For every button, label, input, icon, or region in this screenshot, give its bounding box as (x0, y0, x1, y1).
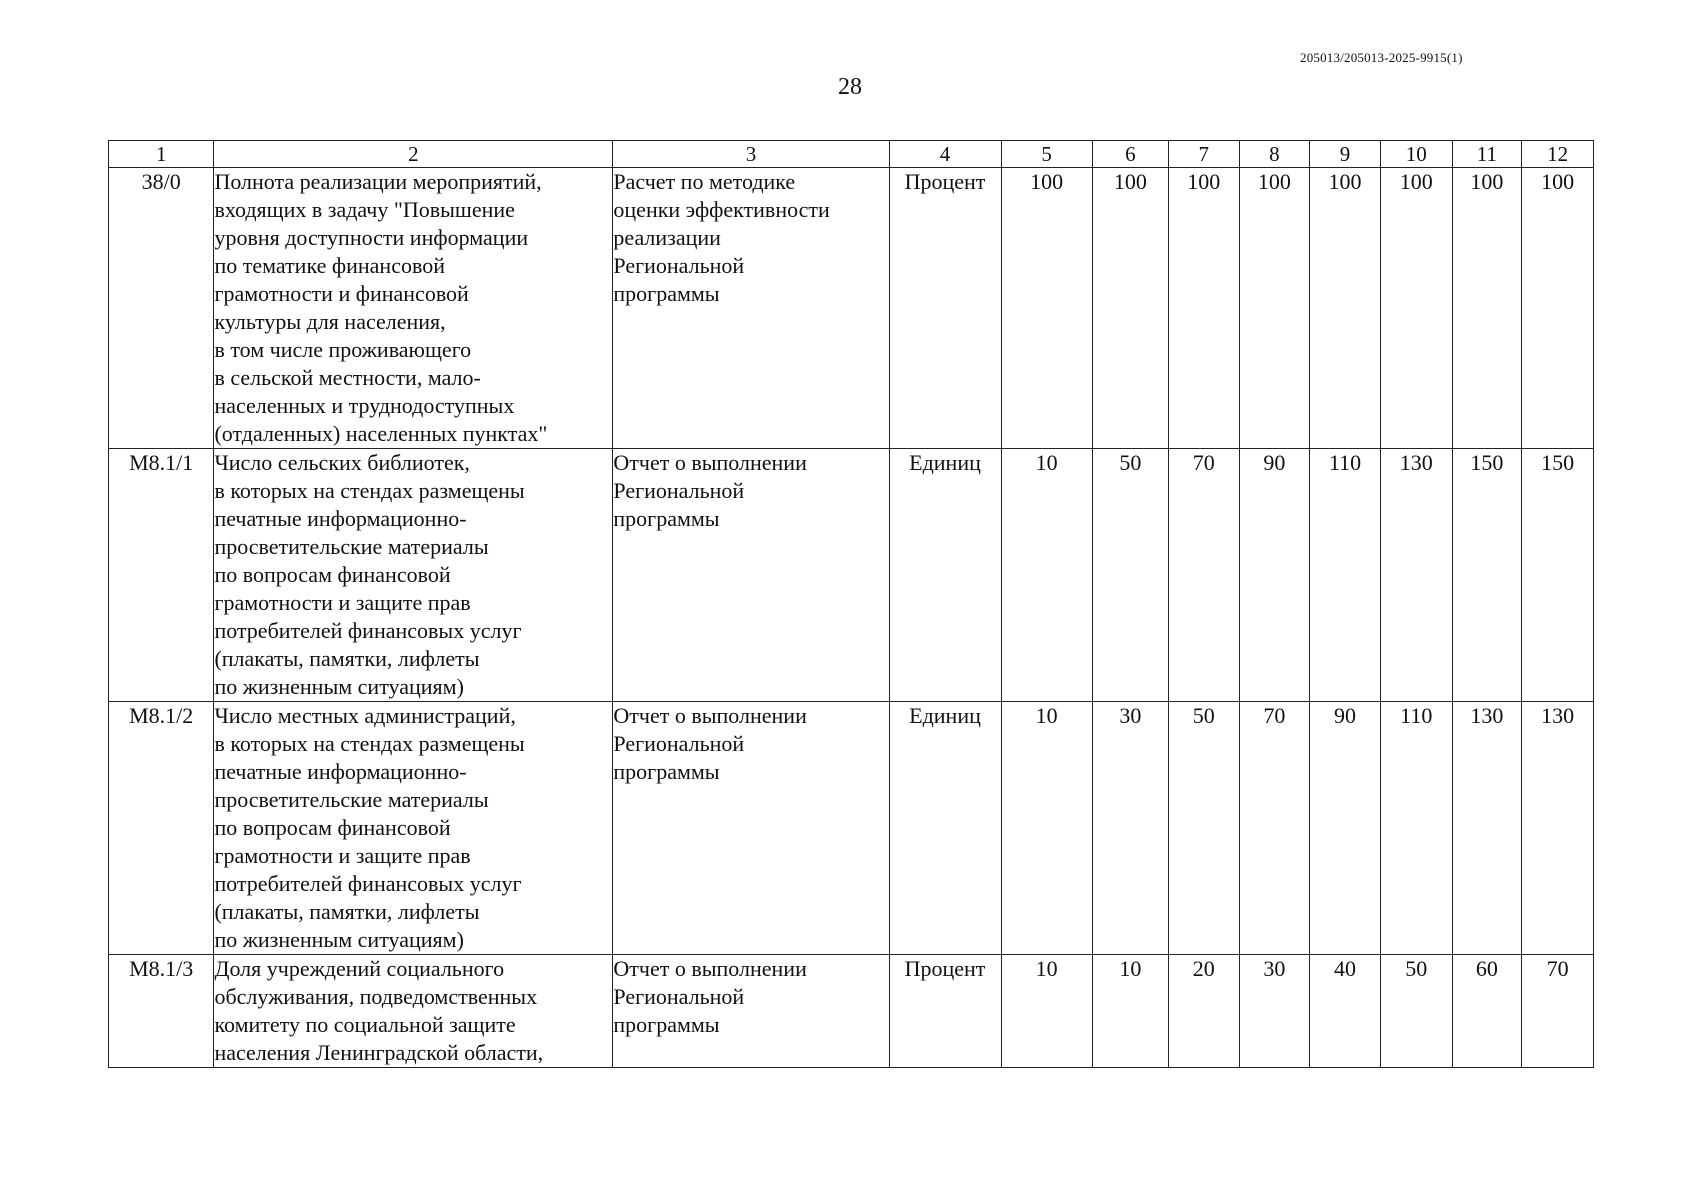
value-cell: 130 (1380, 449, 1452, 702)
value-cell: 90 (1310, 702, 1381, 955)
column-header: 11 (1452, 141, 1522, 168)
indicator-name: Доля учреждений социального обслуживания, подведомственных комитету по социальной защите населения Ленинградской области, (214, 955, 613, 1068)
column-header: 7 (1168, 141, 1239, 168)
column-header: 10 (1380, 141, 1452, 168)
value-cell: 110 (1310, 449, 1381, 702)
value-cell: 100 (1001, 168, 1092, 449)
value-cell: 20 (1168, 955, 1239, 1068)
table-row (109, 168, 1594, 449)
value-cell: 100 (1522, 168, 1594, 449)
column-header: 5 (1001, 141, 1092, 168)
table-row (109, 702, 1594, 955)
value-cell: 70 (1522, 955, 1594, 1068)
calculation-method: Отчет о выполнении Региональной программы (613, 955, 889, 1068)
value-cell: 10 (1001, 449, 1092, 702)
value-cell: 60 (1452, 955, 1522, 1068)
calculation-method: Расчет по методике оценки эффективности реализации Региональной программы (613, 168, 889, 449)
value-cell: 50 (1380, 955, 1452, 1068)
document-id: 205013/205013-2025-9915(1) (1300, 50, 1463, 65)
value-cell: 50 (1092, 449, 1168, 702)
value-cell: 50 (1168, 702, 1239, 955)
column-header: 12 (1522, 141, 1594, 168)
indicator-name: Число сельских библиотек, в которых на стендах размещены печатные информационно- просветительские материалы по вопросам финансовой грамотности и защите прав потребителей финансовых услуг (плакаты, памятки, лифлеты по жизненным ситуациям) (214, 449, 613, 702)
value-cell: 70 (1168, 449, 1239, 702)
measurement-unit: Процент (889, 168, 1001, 449)
indicator-name: Полнота реализации мероприятий, входящих в задачу "Повышение уровня доступности информации по тематике финансовой грамотности и финансовой культуры для населения, в том числе проживающего в сельской местности, мало- населенных и труднодоступных (отдаленных) населенных пунктах" (214, 168, 613, 449)
indicator-name: Число местных администраций, в которых на стендах размещены печатные информационно- просветительские материалы по вопросам финансовой грамотности и защите прав потребителей финансовых услуг (плакаты, памятки, лифлеты по жизненным ситуациям) (214, 702, 613, 955)
indicators-table (108, 140, 1594, 1068)
value-cell: 130 (1522, 702, 1594, 955)
measurement-unit: Процент (889, 955, 1001, 1068)
value-cell: 90 (1239, 449, 1310, 702)
value-cell: 100 (1452, 168, 1522, 449)
value-cell: 10 (1001, 702, 1092, 955)
calculation-method: Отчет о выполнении Региональной программы (613, 702, 889, 955)
indicator-code: М8.1/1 (109, 449, 214, 702)
column-header: 8 (1239, 141, 1310, 168)
column-header: 6 (1092, 141, 1168, 168)
value-cell: 150 (1522, 449, 1594, 702)
measurement-unit: Единиц (889, 449, 1001, 702)
page-number: 28 (838, 74, 862, 100)
column-header: 2 (214, 141, 613, 168)
indicator-code: 38/0 (109, 168, 214, 449)
indicator-code: М8.1/2 (109, 702, 214, 955)
value-cell: 30 (1092, 702, 1168, 955)
column-header: 4 (889, 141, 1001, 168)
column-header: 1 (109, 141, 214, 168)
value-cell: 100 (1310, 168, 1381, 449)
column-header: 9 (1310, 141, 1381, 168)
value-cell: 10 (1001, 955, 1092, 1068)
column-header: 3 (613, 141, 889, 168)
value-cell: 100 (1168, 168, 1239, 449)
column-number-row (109, 141, 1594, 168)
value-cell: 70 (1239, 702, 1310, 955)
value-cell: 100 (1239, 168, 1310, 449)
calculation-method: Отчет о выполнении Региональной программы (613, 449, 889, 702)
value-cell: 10 (1092, 955, 1168, 1068)
table-row (109, 449, 1594, 702)
measurement-unit: Единиц (889, 702, 1001, 955)
value-cell: 150 (1452, 449, 1522, 702)
value-cell: 30 (1239, 955, 1310, 1068)
value-cell: 100 (1092, 168, 1168, 449)
value-cell: 40 (1310, 955, 1381, 1068)
value-cell: 130 (1452, 702, 1522, 955)
indicator-code: М8.1/3 (109, 955, 214, 1068)
value-cell: 110 (1380, 702, 1452, 955)
table-row (109, 955, 1594, 1068)
value-cell: 100 (1380, 168, 1452, 449)
